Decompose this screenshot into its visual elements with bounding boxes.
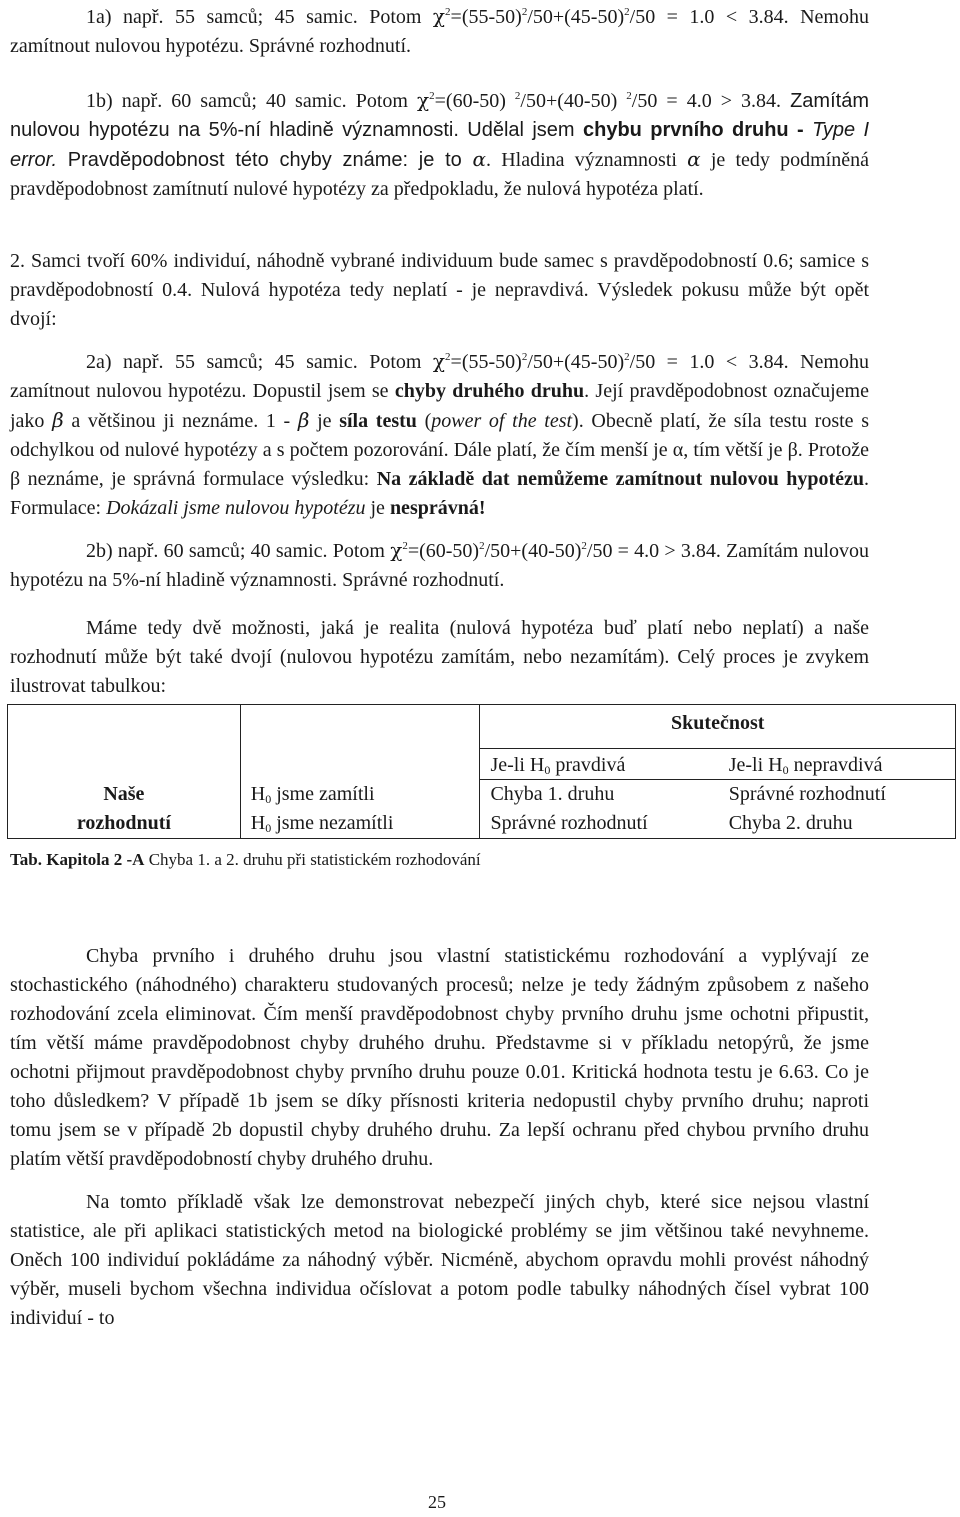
- table-row-label-decision: rozhodnutí: [8, 809, 241, 839]
- paragraph-5: Na tomto příkladě však lze demonstrovat nebezpečí jiných chyb, které sice nejsou vlastní statistice, ale při aplikaci statistických metod na biologické problémy se jim většinou také nevyhneme. Oněch 100 individuí pokládáme za náhodný výběr. Nicméně, abychom opravdu mohli provést náhodný výběr, museli bychom všechna individua očíslovat a potom podle tabulky náhodných čísel vybrat 100 individuí - to: [10, 1191, 869, 1329]
- alpha-symbol: α: [472, 147, 487, 171]
- table-cell-correct-1: Správné rozhodnutí: [719, 780, 956, 809]
- table-caption: Tab. Kapitola 2 -A Chyba 1. a 2. druhu při statistickém rozhodování: [10, 850, 481, 869]
- paragraph-1a: 1a) např. 55 samců; 45 samic. Potom $\chi^2=(55-50)^2/50+(45-50)^2/50 = 1.0 < 3.84$. Nemohu zamítnout nulovou hypotézu. Správné rozhodnutí.: [10, 4, 869, 57]
- table-header-reality: Skutečnost: [480, 705, 956, 749]
- paragraph-3: Máme tedy dvě možnosti, jaká je realita (nulová hypotéza buď platí nebo neplatí) a naše rozhodnutí může být také dvojí (nulovou hypotézu zamítám, nebo nezamítám). Celý proces je zvykem ilustrovat tabulkou:: [10, 617, 869, 697]
- table-col-h0-false: Je-li $H_0$ nepravdivá: [719, 749, 956, 780]
- beta-symbol: β: [297, 408, 310, 432]
- table-row-rejected: $H_0$ jsme zamítli: [240, 780, 480, 809]
- table-corner-cell: [8, 705, 241, 749]
- table-col-h0-true: Je-li $H_0$ pravdivá: [480, 749, 719, 780]
- table-cell-type1-error: Chyba 1. druhu: [480, 780, 719, 809]
- error-types-table: [7, 704, 956, 839]
- beta-symbol: β: [52, 408, 64, 432]
- alpha-symbol: α: [687, 147, 701, 171]
- paragraph-1b: 1b) např. 60 samců; 40 samic. Potom $\chi^2=(60-50)$ $^2$/50+(40-50) $^2$/50 = 4.0 > 3.84. Zamítám nulovou hypotézu na 5%-ní hladině významnosti. Udělal jsem chybu prvního druhu - Type I error. Pravděpodobnost této chyby známe: je to α. Hladina významnosti α je tedy podmíněná pravděpodobnost zamítnutí nulové hypotézy za předpokladu, že nulová hypotéza platí.: [10, 88, 870, 200]
- page-number: 25: [428, 1492, 446, 1512]
- paragraph-4: Chyba prvního i druhého druhu jsou vlastní statistickému rozhodování a vyplývají ze stochastického (náhodného) charakteru studovaných procesů; nelze je tedy žádným způsobem z našeho rozhodování zcela eliminovat. Čím menší pravděpodobnost chyby prvního druhu jsme ochotni připustit, tím větší máme pravděpodobnost chyby druhého druhu. Představme si v příkladu netopýrů, že jsme ochotni přijmout pravděpodobnost chyby prvního druhu pouze 0.01. Kritická hodnota testu je 6.63. Co je toho důsledkem? V případě 1b jsem se díky přísnosti kriteria nedopustil chyby prvního druhu; naproti tomu jsem se v případě 2b dopustil chyby druhého druhu. Za lepší ochranu před chybou prvního druhu platím větší pravděpodobností chyby druhého druhu.: [10, 945, 869, 1170]
- paragraph-2a: 2a) např. 55 samců; 45 samic. Potom $\chi^2=(55-50)^2/50+(45-50)^2/50 = 1.0 < 3.84$. Nemohu zamítnout nulovou hypotézu. Dopustil jsem se chyby druhého druhu. Její pravděpodobnost označujeme jako β a většinou ji neznáme. 1 - β je síla testu (power of the test). Obecně platí, že síla testu roste s odchylkou od nulové hypotézy a s počtem pozorování. Dále platí, že čím menší je α, tím větší je β. Protože β neznáme, je správná formulace výsledku: Na základě dat nemůžeme zamítnout nulovou hypotézu. Formulace: Dokázali jsme nulovou hypotézu je nesprávná!: [10, 349, 870, 519]
- table-cell-type2-error: Chyba 2. druhu: [719, 809, 956, 839]
- table-row-label-our: Naše: [8, 780, 241, 809]
- table-row-not-rejected: $H_0$ jsme nezamítli: [240, 809, 480, 839]
- document-page: [10, 2, 886, 1333]
- table-cell-correct-2: Správné rozhodnutí: [480, 809, 719, 839]
- paragraph-2: 2. Samci tvoří 60% individuí, náhodně vybrané individuum bude samec s pravděpodobností 0.6; samice s pravděpodobností 0.4. Nulová hypotéza tedy neplatí - je nepravdivá. Výsledek pokusu může být opět dvojí:: [10, 250, 869, 330]
- paragraph-2b: 2b) např. 60 samců; 40 samic. Potom $\chi^2=(60-50)^2/50+(40-50)^2/50 = 4.0 > 3.84$. Zamítám nulovou hypotézu na 5%-ní hladině významnosti. Správné rozhodnutí.: [10, 538, 870, 591]
